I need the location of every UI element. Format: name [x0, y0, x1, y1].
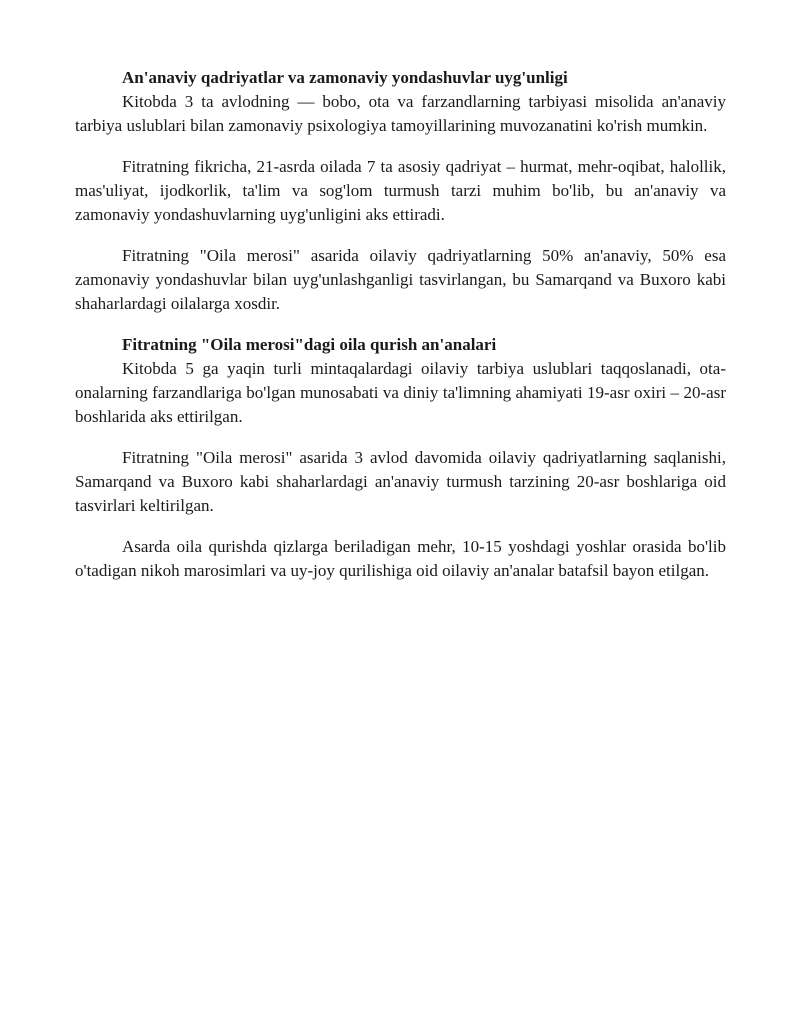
section-family-traditions: [75, 333, 726, 583]
section-traditional-modern: [75, 66, 726, 316]
paragraph: Fitratning fikricha, 21-asrda oilada 7 ta asosiy qadriyat – hurmat, mehr-oqibat, halollik, mas'uliyat, ijodkorlik, ta'lim va sog'lom turmush tarzi muhim bo'lib, bu an'anaviy va zamonaviy yondashuvlarning uyg'unligini aks ettiradi.: [75, 157, 726, 224]
section-heading: An'anaviy qadriyatlar va zamonaviy yondashuvlar uyg'unligi: [122, 68, 568, 87]
section-heading: Fitratning "Oila merosi"dagi oila qurish an'analari: [122, 335, 497, 354]
paragraph: Kitobda 3 ta avlodning — bobo, ota va farzandlarning tarbiyasi misolida an'anaviy tarbiya uslublari bilan zamonaviy psixologiya tamoyillarining muvozanatini ko'rish mumkin.: [75, 92, 726, 135]
paragraph: Asarda oila qurishda qizlarga beriladigan mehr, 10-15 yoshdagi yoshlar orasida bo'lib o'tadigan nikoh marosimlari va uy-joy qurilishiga oid oilaviy an'analar batafsil bayon etilgan.: [75, 537, 726, 580]
document-page: [75, 66, 726, 583]
paragraph: Kitobda 5 ga yaqin turli mintaqalardagi oilaviy tarbiya uslublari taqqoslanadi, ota-onalarning farzandlariga bo'lgan munosabati va diniy ta'limning ahamiyati 19-asr oxiri – 20-asr boshlarida aks ettirilgan.: [75, 359, 726, 426]
paragraph: Fitratning "Oila merosi" asarida oilaviy qadriyatlarning 50% an'anaviy, 50% esa zamonaviy yondashuvlar bilan uyg'unlashganligi tasvirlangan, bu Samarqand va Buxoro kabi shaharlardagi oilalarga xosdir.: [75, 246, 726, 313]
paragraph: Fitratning "Oila merosi" asarida 3 avlod davomida oilaviy qadriyatlarning saqlanishi, Samarqand va Buxoro kabi shaharlardagi an'anaviy turmush tarzining 20-asr boshlariga oid tasvirlari keltirilgan.: [75, 448, 726, 515]
